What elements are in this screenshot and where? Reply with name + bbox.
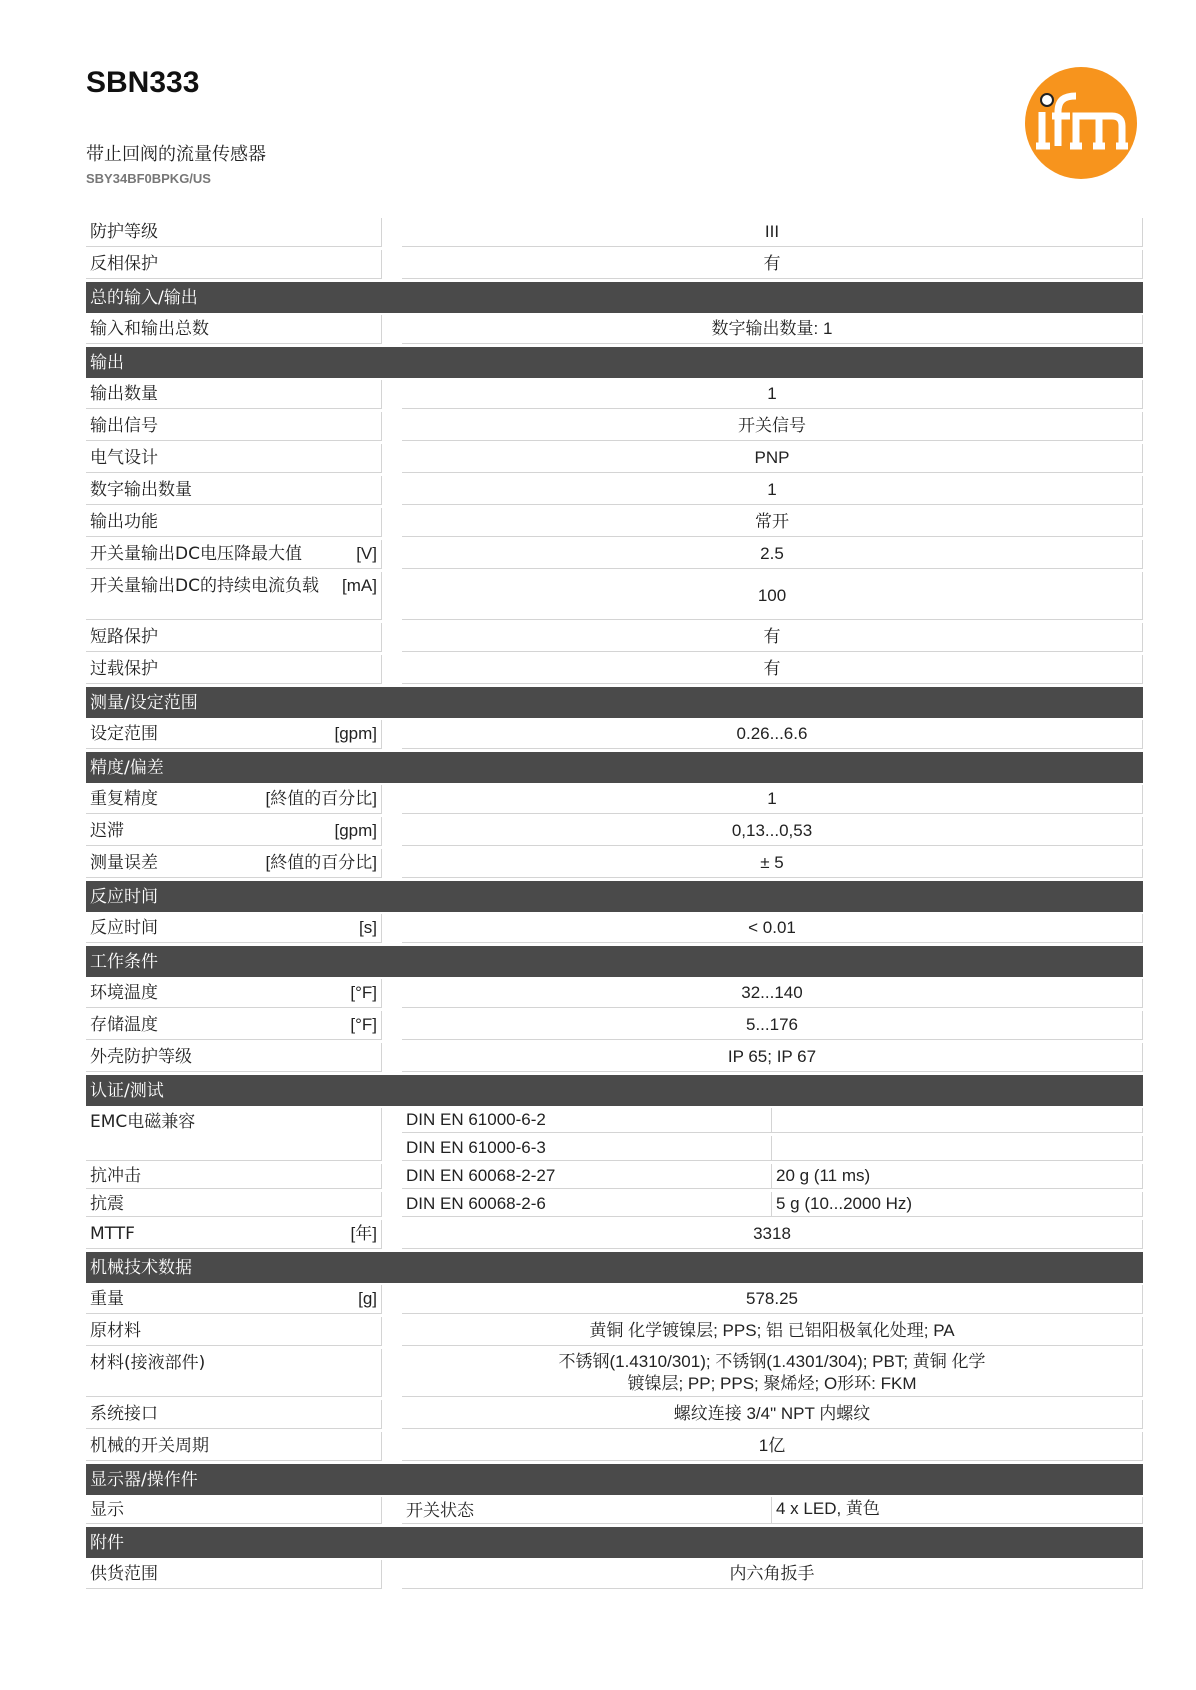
- emc-standards: [402, 1108, 1143, 1161]
- row-label: 开关量输出DC的持续电流负载 [mA]: [86, 572, 382, 620]
- row-value: 开关信号: [402, 412, 1143, 441]
- row-label: 数字输出数量: [86, 476, 382, 505]
- spec-row: [86, 785, 1143, 814]
- section-header-io-total: 总的输入/输出: [86, 282, 1143, 313]
- spec-row: [86, 849, 1143, 878]
- row-label: 反应时间 [s]: [86, 914, 382, 943]
- row-label: 测量误差 [終值的百分比]: [86, 849, 382, 878]
- row-value: IP 65; IP 67: [402, 1043, 1143, 1072]
- row-value: 有: [402, 250, 1143, 279]
- spec-row-emc: [86, 1108, 1143, 1161]
- spec-row: [86, 218, 1143, 247]
- spec-row: [86, 412, 1143, 441]
- spec-row: [86, 250, 1143, 279]
- row-label: 外壳防护等级: [86, 1043, 382, 1072]
- row-value: 1亿: [402, 1432, 1143, 1461]
- row-label: 材料(接液部件): [86, 1349, 382, 1397]
- spec-row-vibration: [86, 1192, 1143, 1217]
- section-header-display: 显示器/操作件: [86, 1464, 1143, 1495]
- emc-standard: DIN EN 61000-6-2: [402, 1108, 772, 1133]
- emc-standard: DIN EN 61000-6-3: [402, 1136, 772, 1161]
- row-label: 存储温度 [°F]: [86, 1011, 382, 1040]
- row-value: < 0.01: [402, 914, 1143, 943]
- row-value: 3318: [402, 1220, 1143, 1249]
- row-value: 0,13...0,53: [402, 817, 1143, 846]
- row-value: 32...140: [402, 979, 1143, 1008]
- row-label: 输出功能: [86, 508, 382, 537]
- section-header-measuring: 测量/设定范围: [86, 687, 1143, 718]
- vibration-standard: DIN EN 60068-2-6: [402, 1192, 772, 1217]
- spec-row: [86, 1349, 1143, 1397]
- row-label: 短路保护: [86, 623, 382, 652]
- spec-table: [86, 218, 1143, 1592]
- spec-row: [86, 1317, 1143, 1346]
- row-value: 螺纹连接 3/4" NPT 内螺纹: [402, 1400, 1143, 1429]
- display-item: 开关状态: [402, 1497, 772, 1524]
- section-header-mechanical: 机械技术数据: [86, 1252, 1143, 1283]
- row-label: 过载保护: [86, 655, 382, 684]
- row-label: 抗震: [86, 1192, 382, 1217]
- spec-row: [86, 476, 1143, 505]
- row-value: 5...176: [402, 1011, 1143, 1040]
- row-label: EMC电磁兼容: [86, 1108, 382, 1161]
- row-label: 设定范围 [gpm]: [86, 720, 382, 749]
- spec-row: [86, 1432, 1143, 1461]
- row-label: 开关量输出DC电压降最大值 [V]: [86, 540, 382, 569]
- row-label: 供货范围: [86, 1560, 382, 1589]
- row-label: 原材料: [86, 1317, 382, 1346]
- article-number: SBY34BF0BPKG/US: [86, 171, 211, 186]
- product-subtitle: 带止回阀的流量传感器: [86, 144, 266, 165]
- row-value: 1: [402, 785, 1143, 814]
- row-label: 输入和输出总数: [86, 315, 382, 344]
- spec-row: [86, 720, 1143, 749]
- row-value: 有: [402, 655, 1143, 684]
- spec-row: [86, 1285, 1143, 1314]
- vibration-value: 5 g (10...2000 Hz): [772, 1192, 1143, 1217]
- row-label: 抗冲击: [86, 1164, 382, 1189]
- spec-row: [86, 655, 1143, 684]
- row-label: MTTF [年]: [86, 1220, 382, 1249]
- row-value: 578.25: [402, 1285, 1143, 1314]
- row-label: 系统接口: [86, 1400, 382, 1429]
- row-value: III: [402, 218, 1143, 247]
- row-label: 机械的开关周期: [86, 1432, 382, 1461]
- spec-row: [86, 508, 1143, 537]
- spec-row-mttf: [86, 1220, 1143, 1249]
- row-value: 数字输出数量: 1: [402, 315, 1143, 344]
- row-label: 防护等级: [86, 218, 382, 247]
- row-value: ± 5: [402, 849, 1143, 878]
- row-value: 黄铜 化学镀镍层; PPS; 铝 已铝阳极氧化处理; PA: [402, 1317, 1143, 1346]
- row-value: 100: [402, 572, 1143, 620]
- row-value: 常开: [402, 508, 1143, 537]
- product-title: SBN333: [86, 66, 200, 99]
- spec-row-display: [86, 1497, 1143, 1524]
- spec-row: [86, 315, 1143, 344]
- emc-value: [772, 1108, 1143, 1133]
- row-value: 内六角扳手: [402, 1560, 1143, 1589]
- row-label: 电气设计: [86, 444, 382, 473]
- row-label: 显示: [86, 1497, 382, 1524]
- row-label: 重量 [g]: [86, 1285, 382, 1314]
- spec-row: [86, 540, 1143, 569]
- section-header-response: 反应时间: [86, 881, 1143, 912]
- shock-value: 20 g (11 ms): [772, 1164, 1143, 1189]
- section-header-tests: 认证/测试: [86, 1075, 1143, 1106]
- spec-row: [86, 444, 1143, 473]
- row-label: 环境温度 [°F]: [86, 979, 382, 1008]
- row-value: 不锈钢(1.4310/301); 不锈钢(1.4301/304); PBT; 黄铜 化学镀镍层; PP; PPS; 聚烯烃; O形环: FKM: [402, 1349, 1143, 1397]
- section-header-outputs: 输出: [86, 347, 1143, 378]
- spec-row: [86, 1400, 1143, 1429]
- row-label: 重复精度 [終值的百分比]: [86, 785, 382, 814]
- spec-row: [86, 1560, 1143, 1589]
- spec-row: [86, 914, 1143, 943]
- section-header-accessories: 附件: [86, 1527, 1143, 1558]
- spec-row: [86, 572, 1143, 620]
- row-label: 反相保护: [86, 250, 382, 279]
- spec-row: [86, 979, 1143, 1008]
- row-value: 有: [402, 623, 1143, 652]
- section-header-accuracy: 精度/偏差: [86, 752, 1143, 783]
- row-label: 输出数量: [86, 380, 382, 409]
- spec-row: [86, 1011, 1143, 1040]
- spec-row-shock: [86, 1164, 1143, 1189]
- spec-row: [86, 817, 1143, 846]
- row-value: 1: [402, 380, 1143, 409]
- row-value: 2.5: [402, 540, 1143, 569]
- spec-row: [86, 623, 1143, 652]
- row-value: 1: [402, 476, 1143, 505]
- shock-standard: DIN EN 60068-2-27: [402, 1164, 772, 1189]
- row-label: 迟滞 [gpm]: [86, 817, 382, 846]
- spec-row: [86, 380, 1143, 409]
- ifm-logo: [1022, 64, 1140, 182]
- section-header-operating: 工作条件: [86, 946, 1143, 977]
- row-label: 输出信号: [86, 412, 382, 441]
- emc-value: [772, 1136, 1143, 1161]
- display-value: 4 x LED, 黄色: [772, 1497, 1143, 1524]
- row-value: PNP: [402, 444, 1143, 473]
- row-value: 0.26...6.6: [402, 720, 1143, 749]
- spec-row: [86, 1043, 1143, 1072]
